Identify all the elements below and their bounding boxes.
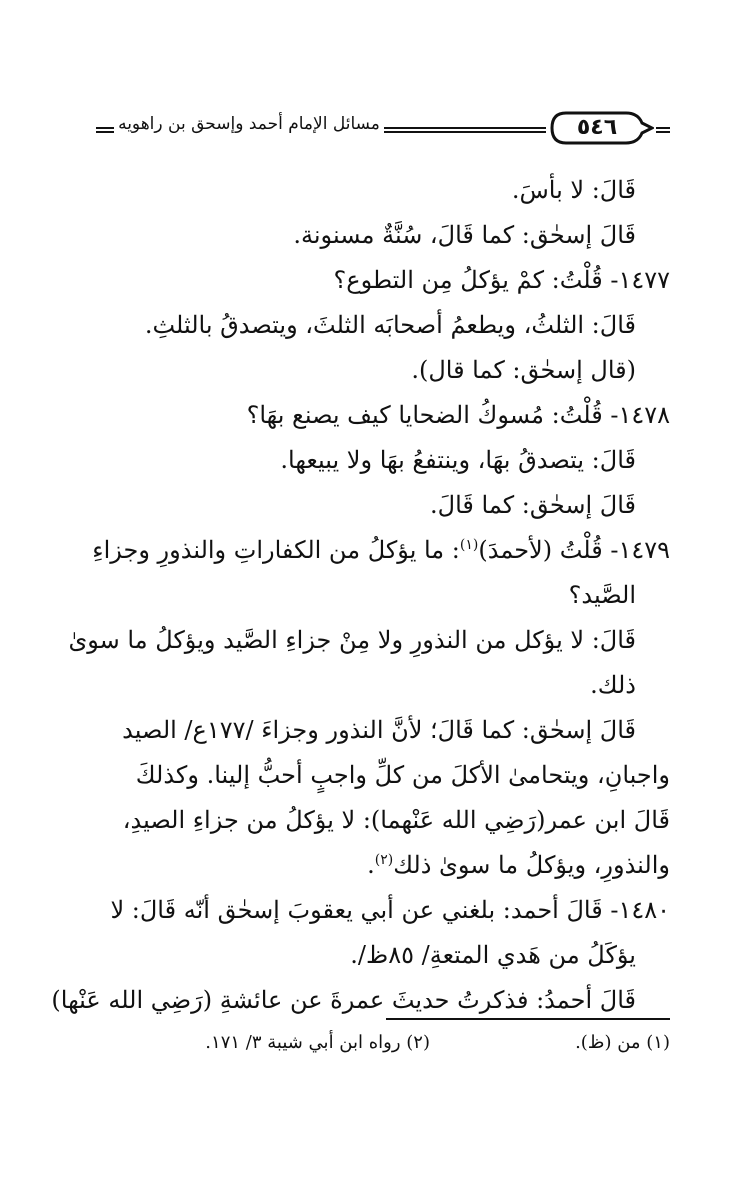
footnote-1: (١) من (ظ).	[575, 1032, 670, 1053]
question-1479-start: ١٤٧٩- قُلْتُ (لأحمدَ)	[478, 536, 670, 564]
footnote-2: (٢) رواه ابن أبي شيبة ٣/ ١٧١.	[205, 1032, 430, 1053]
text-line: قَالَ إسحٰق: كما قَالَ؛ لأنَّ النذور وجزاءَ /١٧٧ع/ الصيد	[122, 716, 636, 744]
book-title: مسائل الإمام أحمد وإسحق بن راهويه	[118, 114, 380, 134]
question-1478: ١٤٧٨- قُلْتُ: مُسوكُ الضحايا كيف يصنع بهَا؟	[246, 401, 670, 429]
running-header	[96, 108, 670, 152]
text-line: قَالَ ابن عمر(رَضِي الله عَنْهما): لا يؤكلُ من جزاءِ الصيدِ،	[122, 806, 670, 834]
text-line: قَالَ: لا يؤكل من النذورِ ولا مِنْ جزاءِ الصَّيد ويؤكلُ ما سوىٰ	[68, 626, 636, 654]
text-line: يؤكَلُ من هَدي المتعةِ/ ٨٥ظ/.	[350, 941, 636, 969]
text-line: الصَّيد؟	[568, 581, 636, 609]
page-number: ٥٤٦	[576, 115, 618, 140]
header-rule-left	[96, 127, 114, 133]
text-line: واجبانِ، ويتحامىٰ الأكلَ من كلِّ واجبٍ أحبُّ إلينا. وكذلكَ	[135, 761, 670, 789]
question-1480: ١٤٨٠- قَالَ أحمد: بلغني عن أبي يعقوبَ إسحٰق أنّه قَالَ: لا	[110, 896, 670, 924]
footnote-ref-1: (١)	[459, 537, 479, 553]
text-segment: .	[367, 851, 375, 879]
main-text	[51, 168, 670, 1023]
footnote-ref-2: (٢)	[374, 852, 394, 868]
footnote-separator	[386, 1018, 670, 1020]
page-number-badge	[548, 111, 654, 145]
text-segment: والنذورِ، ويؤكلُ ما سوىٰ ذلك	[393, 851, 670, 879]
text-line: ذلك.	[590, 671, 636, 699]
question-1479	[92, 528, 670, 573]
question-1477: ١٤٧٧- قُلْتُ: كمْ يؤكلُ مِن التطوع؟	[333, 266, 670, 294]
header-rule-right	[656, 127, 670, 133]
question-1479-rest: : ما يؤكلُ من الكفاراتِ والنذورِ وجزاءِ	[92, 536, 460, 564]
text-line-with-footnote	[96, 843, 670, 888]
header-rule-middle	[384, 127, 546, 133]
text-line: قَالَ: لا بأسَ.	[511, 176, 636, 204]
text-line: قَالَ أحمدُ: فذكرتُ حديثَ عمرةَ عن عائشةِ (رَضِي الله عَنْها)	[51, 986, 636, 1014]
text-line: قَالَ: الثلثُ، ويطعمُ أصحابَه الثلثَ، ويتصدقُ بالثلثِ.	[144, 311, 636, 339]
text-line: قَالَ: يتصدقُ بهَا، وينتفعُ بهَا ولا يبيعها.	[280, 446, 636, 474]
text-line: (قال إسحٰق: كما قال).	[411, 356, 636, 384]
text-line: قَالَ إسحٰق: كما قَالَ، سُنَّةٌ مسنونة.	[293, 221, 636, 249]
text-line: قَالَ إسحٰق: كما قَالَ.	[430, 491, 636, 519]
